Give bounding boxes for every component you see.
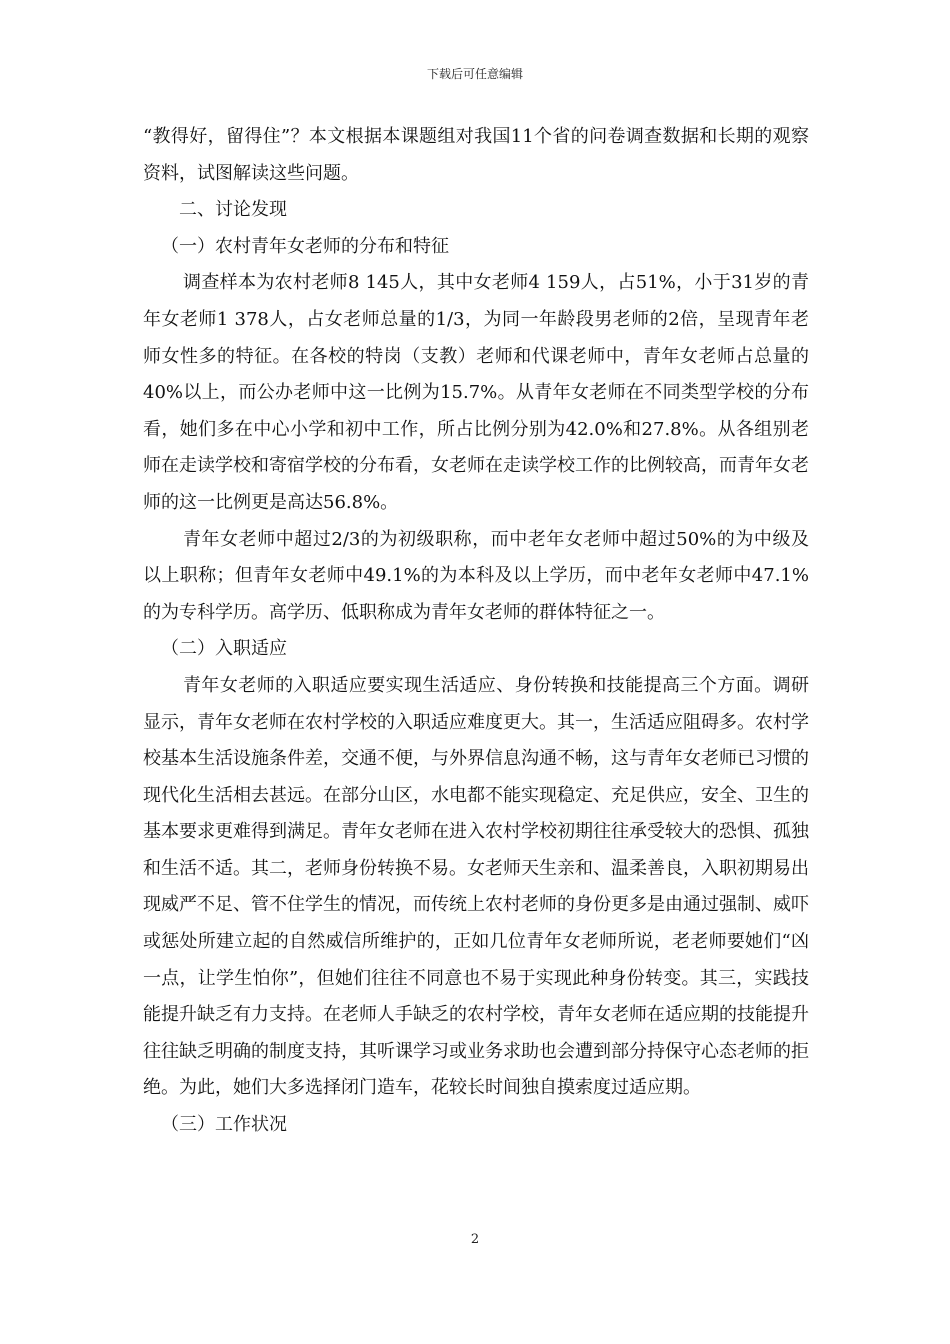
paragraph-intro-continuation: “教得好，留得住”？本文根据本课题组对我国11个省的问卷调查数据和长期的观察资料，试图解读这些问题。 — [143, 126, 809, 184]
subsection-heading-adaptation: （二）入职适应 — [161, 638, 287, 660]
subsection-heading-work-status: （三）工作状况 — [161, 1114, 287, 1136]
section-heading-discussion: 二、讨论发现 — [179, 199, 287, 221]
paragraph-title-education: 青年女老师中超过2/3的为初级职称，而中老年女老师中超过50%的为中级及以上职称；但青年女老师中49.1%的为本科及以上学历，而中老年女老师中47.1%的为专科学历。高学历、低职称成为青年女老师的群体特征之一。 — [143, 528, 809, 623]
subsection-heading-distribution: （一）农村青年女老师的分布和特征 — [161, 235, 449, 257]
paragraph-adaptation: 青年女老师的入职适应要实现生活适应、身份转换和技能提高三个方面。调研显示，青年女老师在农村学校的入职适应难度更大。其一，生活适应阻碍多。农村学校基本生活设施条件差，交通不便，与外界信息沟通不畅，这与青年女老师已习惯的现代化生活相去甚远。在部分山区，水电都不能实现稳定、充足供应，安全、卫生的基本要求更难得到满足。青年女老师在进入农村学校初期往往承受较大的恐惧、孤独和生活不适。其二，老师身份转换不易。女老师天生亲和、温柔善良，入职初期易出现威严不足、管不住学生的情况，而传统上农村老师的身份更多是由通过强制、威吓或惩处所建立起的自然威信所维护的，正如几位青年女老师所说，老老师要她们“凶一点，让学生怕你”，但她们往往不同意也不易于实现此种身份转变。其三，实践技能提升缺乏有力支持。在老师人手缺乏的农村学校，青年女老师在适应期的技能提升往往缺乏明确的制度支持，其听课学习或业务求助也会遭到部分持保守心态老师的拒绝。为此，她们大多选择闭门造车，花较长时间独自摸索度过适应期。 — [143, 674, 809, 1099]
page-number: 2 — [470, 1232, 480, 1247]
paragraph-sample-statistics: 调查样本为农村老师8 145人，其中女老师4 159人，占51%，小于31岁的青年女老师1 378人，占女老师总量的1/3，为同一年龄段男老师的2倍，呈现青年老师女性多的特征。在各校的特岗（支教）老师和代课老师中，青年女老师占总量的40%以上，而公办老师中这一比例为15.7%。从青年女老师在不同类型学校的分布看，她们多在中心小学和初中工作，所占比例分别为42.0%和27.8%。从各组别老师在走读学校和寄宿学校的分布看，女老师在走读学校工作的比例较高，而青年女老师的这一比例更是高达56.8%。 — [143, 272, 809, 513]
page-header: 下载后可任意编辑 — [426, 67, 523, 81]
document-body — [143, 119, 809, 1144]
